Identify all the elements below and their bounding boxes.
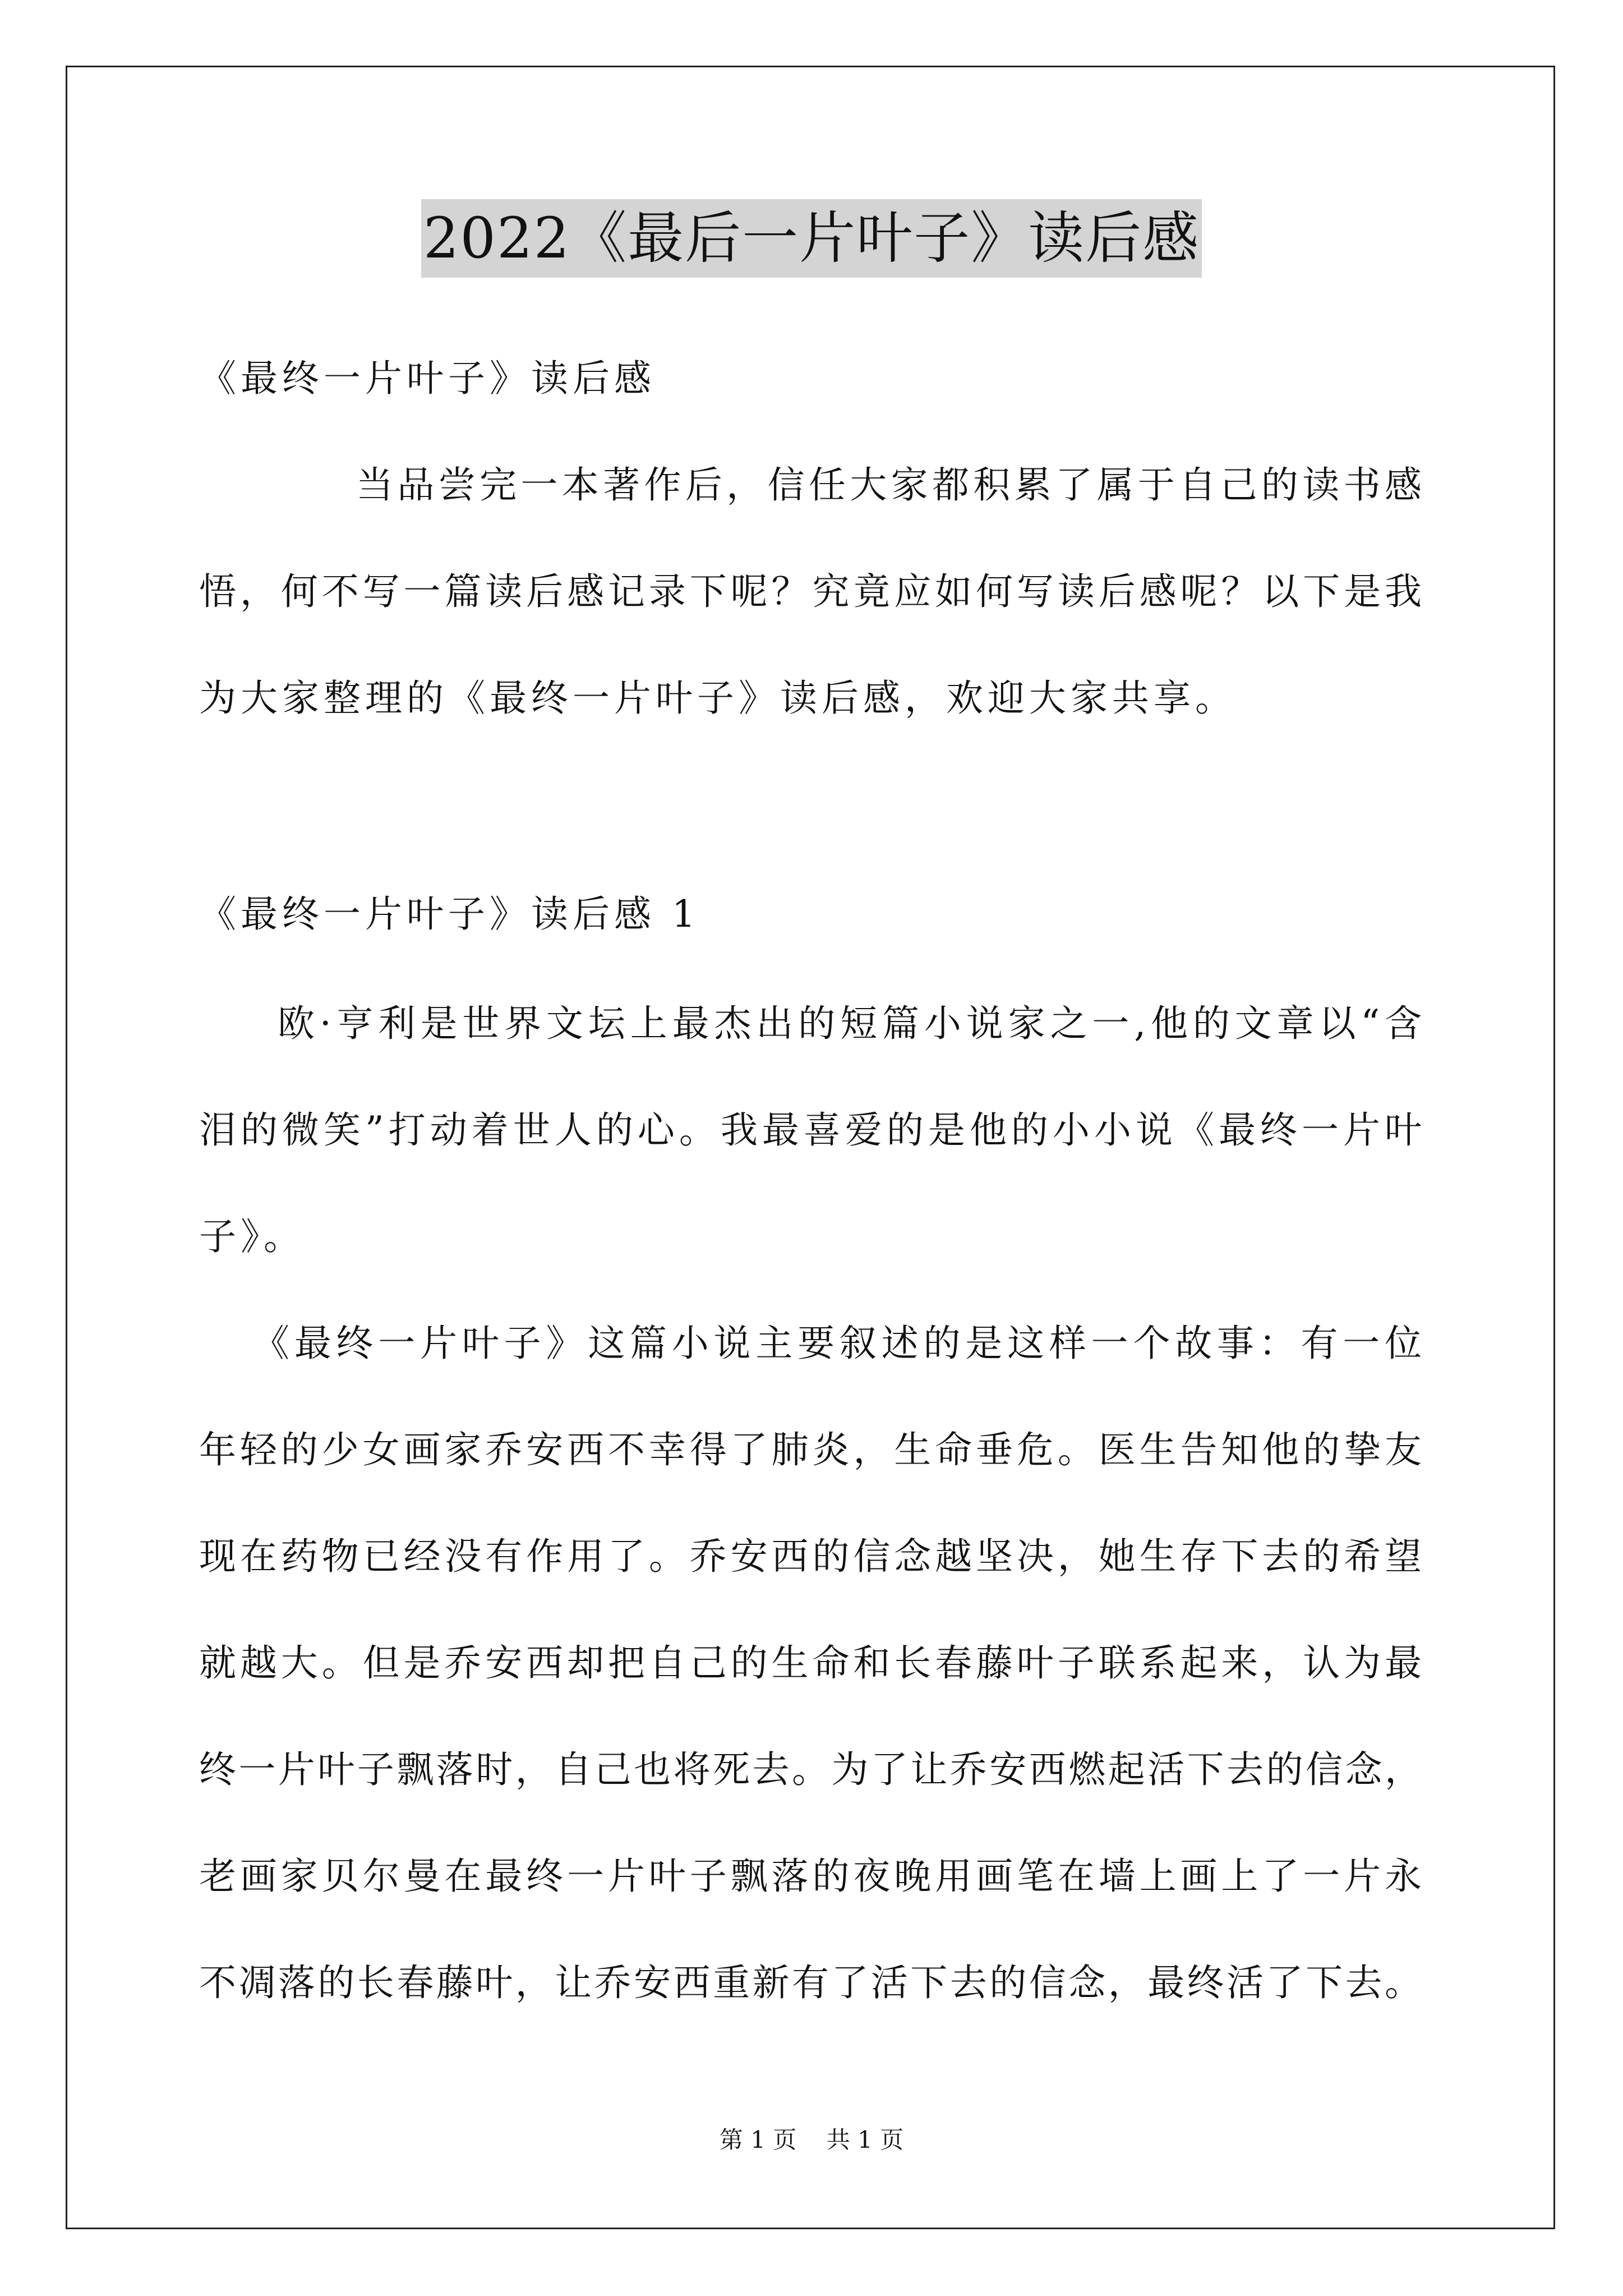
para2-line-2: 年轻的少女画家乔安西不幸得了肺炎，生命垂危。医生告知他的挚友 xyxy=(199,1428,1422,1471)
para2-line-7: 不凋落的长春藤叶，让乔安西重新有了活下去的信念，最终活了下去。 xyxy=(199,1961,1422,2004)
subtitle: 《最终一片叶子》读后感 xyxy=(199,357,656,400)
section-heading: 《最终一片叶子》读后感 1 xyxy=(199,892,700,936)
page-footer: 第 1 页 共 1 页 xyxy=(719,2126,904,2154)
para2-line-5: 终一片叶子飘落时，自己也将死去。为了让乔安西燃起活下去的信念， xyxy=(199,1748,1422,1791)
title-container xyxy=(0,199,1623,278)
intro-line-2: 悟，何不写一篇读后感记录下呢？究竟应如何写读后感呢？以下是我 xyxy=(199,570,1422,613)
document-title: 2022《最后一片叶子》读后感 xyxy=(421,199,1202,278)
intro-line-3: 为大家整理的《最终一片叶子》读后感，欢迎大家共享。 xyxy=(199,677,1237,720)
intro-line-1: 当品尝完一本著作后，信任大家都积累了属于自己的读书感 xyxy=(356,463,1422,507)
para2-line-3: 现在药物已经没有作用了。乔安西的信念越坚决，她生存下去的希望 xyxy=(199,1535,1422,1578)
para2-line-1: 《最终一片叶子》这篇小说主要叙述的是这样一个故事：有一位 xyxy=(252,1322,1422,1365)
para1-line-2: 泪的微笑”打动着世人的心。我最喜爱的是他的小小说《最终一片叶 xyxy=(199,1108,1422,1152)
para2-line-4: 就越大。但是乔安西却把自己的生命和长春藤叶子联系起来，认为最 xyxy=(199,1641,1422,1685)
para1-line-1: 欧·亨利是世界文坛上最杰出的短篇小说家之一,他的文章以“含 xyxy=(278,1002,1422,1045)
para2-line-6: 老画家贝尔曼在最终一片叶子飘落的夜晚用画笔在墙上画上了一片永 xyxy=(199,1855,1422,1898)
para1-line-3: 子》。 xyxy=(199,1215,305,1258)
